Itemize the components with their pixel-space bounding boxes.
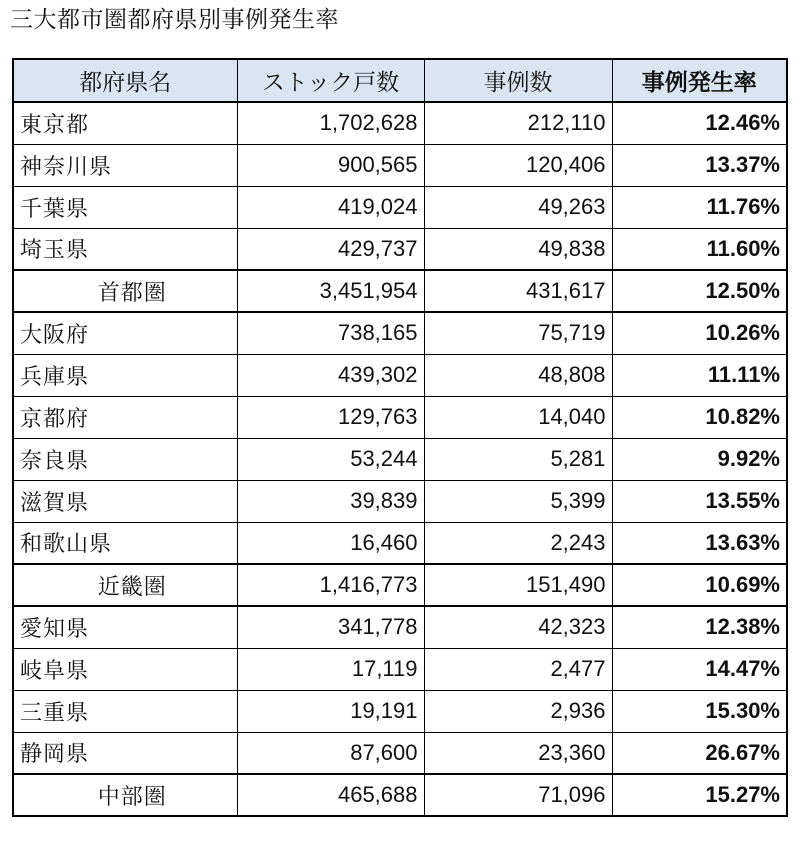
cell-stock: 1,702,628 — [237, 102, 424, 144]
cell-rate: 26.67% — [612, 732, 787, 774]
table-row — [13, 312, 787, 354]
data-table — [12, 58, 788, 817]
cell-stock: 900,565 — [237, 144, 424, 186]
cell-prefecture: 滋賀県 — [13, 480, 237, 522]
cell-prefecture: 奈良県 — [13, 438, 237, 480]
cell-prefecture: 静岡県 — [13, 732, 237, 774]
cell-region: 近畿圏 — [13, 564, 237, 606]
cell-cases: 2,936 — [424, 690, 612, 732]
cell-prefecture: 愛知県 — [13, 606, 237, 648]
page-title: 三大都市圏都府県別事例発生率 — [10, 7, 339, 33]
cell-rate: 13.63% — [612, 522, 787, 564]
header-stock: ストック戸数 — [237, 59, 424, 102]
table-row — [13, 648, 787, 690]
cell-cases: 5,399 — [424, 480, 612, 522]
cell-prefecture: 岐阜県 — [13, 648, 237, 690]
cell-cases: 48,808 — [424, 354, 612, 396]
cell-cases: 151,490 — [424, 564, 612, 606]
cell-stock: 129,763 — [237, 396, 424, 438]
cell-cases: 14,040 — [424, 396, 612, 438]
cell-stock: 419,024 — [237, 186, 424, 228]
cell-rate: 12.50% — [612, 270, 787, 312]
cell-cases: 2,243 — [424, 522, 612, 564]
table-row — [13, 144, 787, 186]
cell-prefecture: 和歌山県 — [13, 522, 237, 564]
cell-rate: 10.26% — [612, 312, 787, 354]
cell-cases: 431,617 — [424, 270, 612, 312]
cell-rate: 9.92% — [612, 438, 787, 480]
header-rate: 事例発生率 — [612, 59, 787, 102]
table-row — [13, 480, 787, 522]
subtotal-row — [13, 774, 787, 816]
cell-rate: 15.27% — [612, 774, 787, 816]
cell-rate: 13.37% — [612, 144, 787, 186]
cell-rate: 14.47% — [612, 648, 787, 690]
cell-stock: 1,416,773 — [237, 564, 424, 606]
cell-cases: 2,477 — [424, 648, 612, 690]
table-row — [13, 522, 787, 564]
cell-prefecture: 埼玉県 — [13, 228, 237, 270]
cell-prefecture: 兵庫県 — [13, 354, 237, 396]
cell-cases: 49,263 — [424, 186, 612, 228]
cell-cases: 120,406 — [424, 144, 612, 186]
cell-cases: 42,323 — [424, 606, 612, 648]
cell-cases: 71,096 — [424, 774, 612, 816]
cell-stock: 439,302 — [237, 354, 424, 396]
cell-prefecture: 三重県 — [13, 690, 237, 732]
table-row — [13, 396, 787, 438]
cell-rate: 15.30% — [612, 690, 787, 732]
table-header-row — [13, 59, 787, 102]
cell-rate: 12.38% — [612, 606, 787, 648]
cell-rate: 13.55% — [612, 480, 787, 522]
cell-stock: 738,165 — [237, 312, 424, 354]
table-row — [13, 606, 787, 648]
cell-rate: 12.46% — [612, 102, 787, 144]
cell-cases: 23,360 — [424, 732, 612, 774]
header-cases: 事例数 — [424, 59, 612, 102]
cell-stock: 39,839 — [237, 480, 424, 522]
cell-cases: 49,838 — [424, 228, 612, 270]
cell-prefecture: 大阪府 — [13, 312, 237, 354]
table-row — [13, 102, 787, 144]
cell-stock: 341,778 — [237, 606, 424, 648]
cell-rate: 10.69% — [612, 564, 787, 606]
table-row — [13, 186, 787, 228]
cell-stock: 19,191 — [237, 690, 424, 732]
subtotal-row — [13, 270, 787, 312]
cell-stock: 53,244 — [237, 438, 424, 480]
cell-stock: 465,688 — [237, 774, 424, 816]
cell-region: 首都圏 — [13, 270, 237, 312]
table-row — [13, 354, 787, 396]
cell-prefecture: 東京都 — [13, 102, 237, 144]
cell-stock: 87,600 — [237, 732, 424, 774]
cell-stock: 3,451,954 — [237, 270, 424, 312]
cell-stock: 16,460 — [237, 522, 424, 564]
cell-rate: 11.76% — [612, 186, 787, 228]
cell-cases: 212,110 — [424, 102, 612, 144]
table-row — [13, 438, 787, 480]
header-prefecture: 都府県名 — [13, 59, 237, 102]
table-row — [13, 228, 787, 270]
cell-stock: 17,119 — [237, 648, 424, 690]
table-row — [13, 690, 787, 732]
cell-rate: 11.11% — [612, 354, 787, 396]
cell-prefecture: 神奈川県 — [13, 144, 237, 186]
table-row — [13, 732, 787, 774]
cell-prefecture: 千葉県 — [13, 186, 237, 228]
cell-cases: 75,719 — [424, 312, 612, 354]
cell-cases: 5,281 — [424, 438, 612, 480]
cell-rate: 10.82% — [612, 396, 787, 438]
cell-prefecture: 京都府 — [13, 396, 237, 438]
cell-region: 中部圏 — [13, 774, 237, 816]
cell-stock: 429,737 — [237, 228, 424, 270]
cell-rate: 11.60% — [612, 228, 787, 270]
subtotal-row — [13, 564, 787, 606]
